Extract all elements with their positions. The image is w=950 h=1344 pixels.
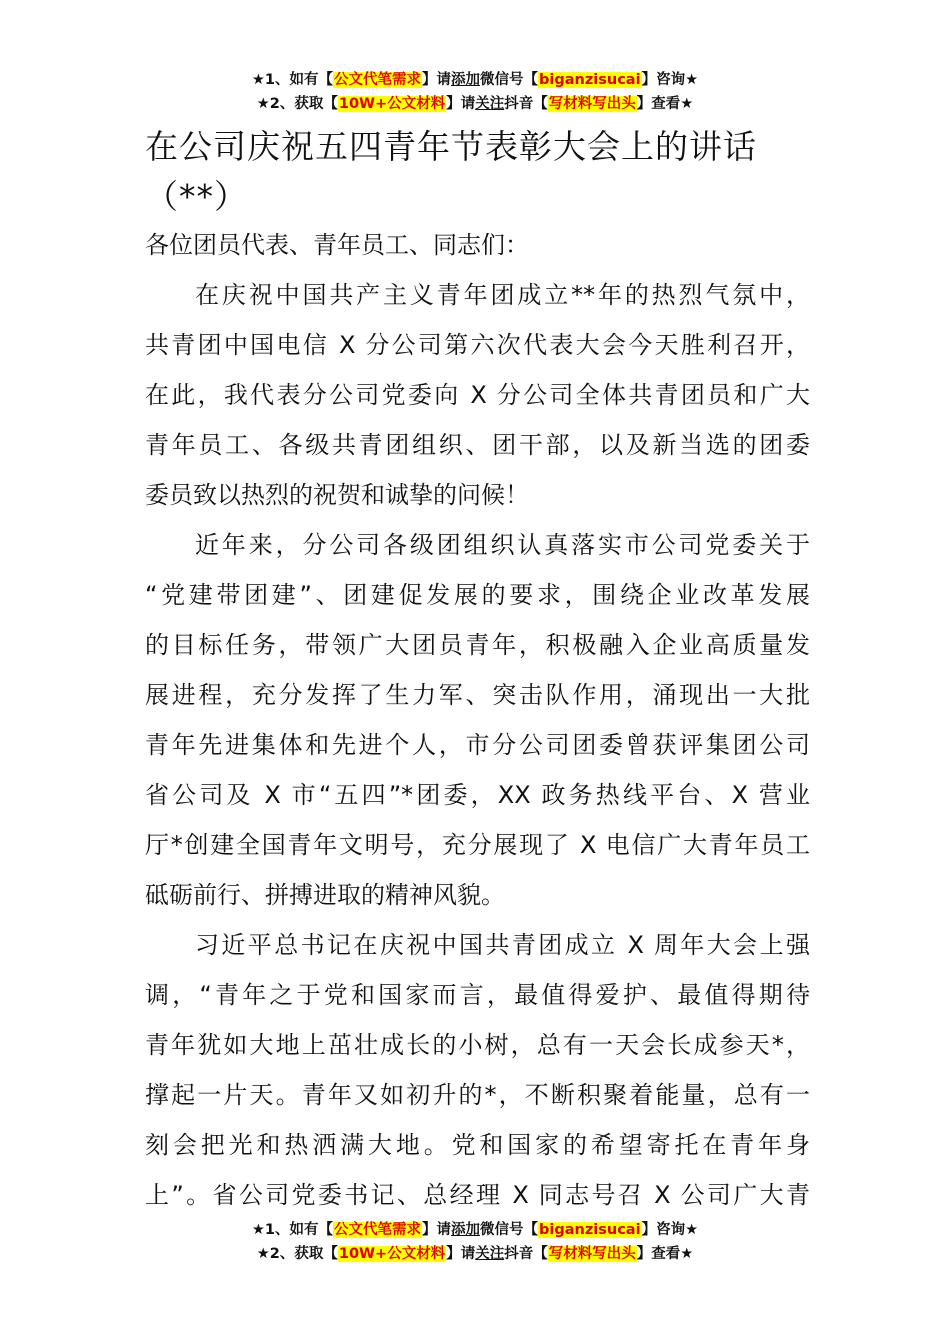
title-line-1: 在公司庆祝五四青年节表彰大会上的讲话: [145, 127, 757, 166]
banner-highlight: 10W+公文材料: [338, 1246, 446, 1262]
banner-text: 关注: [475, 96, 505, 112]
banner-line-2: [0, 1242, 950, 1266]
banner-text: 微信号【: [480, 1222, 539, 1238]
body-line: 砥砺前行、拼搏进取的精神风貌。: [145, 881, 505, 909]
body-line: 近年来，分公司各级团组织认真落实市公司党委关于: [195, 531, 810, 559]
body-line: 习近平总书记在庆祝中国共青团成立 X 周年大会上强: [195, 931, 810, 959]
body-line: 刻会把光和热洒满大地。党和国家的希望寄托在青年身: [145, 1131, 810, 1159]
banner-text: 添加: [451, 72, 481, 88]
body-line: 青年员工、各级共青团组织、团干部，以及新当选的团委: [145, 431, 810, 459]
banner-text: 】请: [422, 1222, 452, 1238]
body-line: 委员致以热烈的祝贺和诚挚的问候！: [145, 481, 529, 509]
body-line: 共青团中国电信 X 分公司第六次代表大会今天胜利召开，: [145, 331, 810, 359]
body-line: 展进程，充分发挥了生力军、突击队作用，涌现出一大批: [145, 681, 810, 709]
banner-text: 】咨询★: [641, 1222, 699, 1238]
banner-highlight: 写材料写出头: [548, 96, 636, 112]
body-line: 厅*创建全国青年文明号，充分展现了 X 电信广大青年员工: [145, 831, 810, 859]
banner-highlight: 10W+公文材料: [338, 96, 446, 112]
banner-text: ★2、获取【: [256, 1246, 338, 1262]
banner-highlight: 公文代笔需求: [334, 72, 422, 88]
footer-banner: [0, 1218, 950, 1266]
banner-text: 】请: [446, 1246, 476, 1262]
banner-line-1: [0, 1218, 950, 1242]
body-line: 青年犹如大地上茁壮成长的小树，总有一天会长成参天*，: [145, 1031, 810, 1059]
banner-highlight: 写材料写出头: [548, 1246, 636, 1262]
body-line: 撑起一片天。青年又如初升的*，不断积聚着能量，总有一: [145, 1081, 810, 1109]
title-line-2: （**）: [145, 177, 248, 216]
banner-text: 】查看★: [636, 1246, 694, 1262]
body-line: 在庆祝中国共产主义青年团成立**年的热烈气氛中，: [195, 281, 810, 309]
salutation: 各位团员代表、青年员工、同志们：: [145, 231, 529, 259]
banner-text: 添加: [451, 1222, 481, 1238]
banner-text: 抖音【: [504, 1246, 548, 1262]
document-title: [145, 122, 810, 222]
banner-text: 】查看★: [636, 96, 694, 112]
banner-highlight: biganzisucai: [539, 1222, 641, 1238]
body-line: 在此，我代表分公司党委向 X 分公司全体共青团员和广大: [145, 381, 810, 409]
body-line: 的目标任务，带领广大团员青年，积极融入企业高质量发: [145, 631, 810, 659]
banner-text: 微信号【: [480, 72, 539, 88]
banner-text: 】请: [422, 72, 452, 88]
banner-highlight: 公文代笔需求: [334, 1222, 422, 1238]
header-banner: [0, 68, 950, 116]
body-line: 调，“青年之于党和国家而言，最值得爱护、最值得期待: [145, 981, 810, 1009]
body-line: “党建带团建”、团建促发展的要求，围绕企业改革发展: [145, 581, 810, 609]
banner-line-1: [0, 68, 950, 92]
body-line: 青年先进集体和先进个人，市分公司团委曾获评集团公司: [145, 731, 810, 759]
body-line: 上”。省公司党委书记、总经理 X 同志号召 X 公司广大青: [145, 1181, 810, 1209]
banner-text: ★1、如有【: [251, 1222, 334, 1238]
banner-text: 关注: [475, 1246, 505, 1262]
banner-text: 抖音【: [504, 96, 548, 112]
banner-text: ★2、获取【: [256, 96, 338, 112]
banner-highlight: biganzisucai: [539, 72, 641, 88]
banner-text: 】咨询★: [641, 72, 699, 88]
banner-line-2: [0, 92, 950, 116]
banner-text: ★1、如有【: [251, 72, 334, 88]
banner-text: 】请: [446, 96, 476, 112]
document-body: [145, 276, 810, 1226]
body-line: 省公司及 X 市“五四”*团委，XX 政务热线平台、X 营业: [145, 781, 810, 809]
